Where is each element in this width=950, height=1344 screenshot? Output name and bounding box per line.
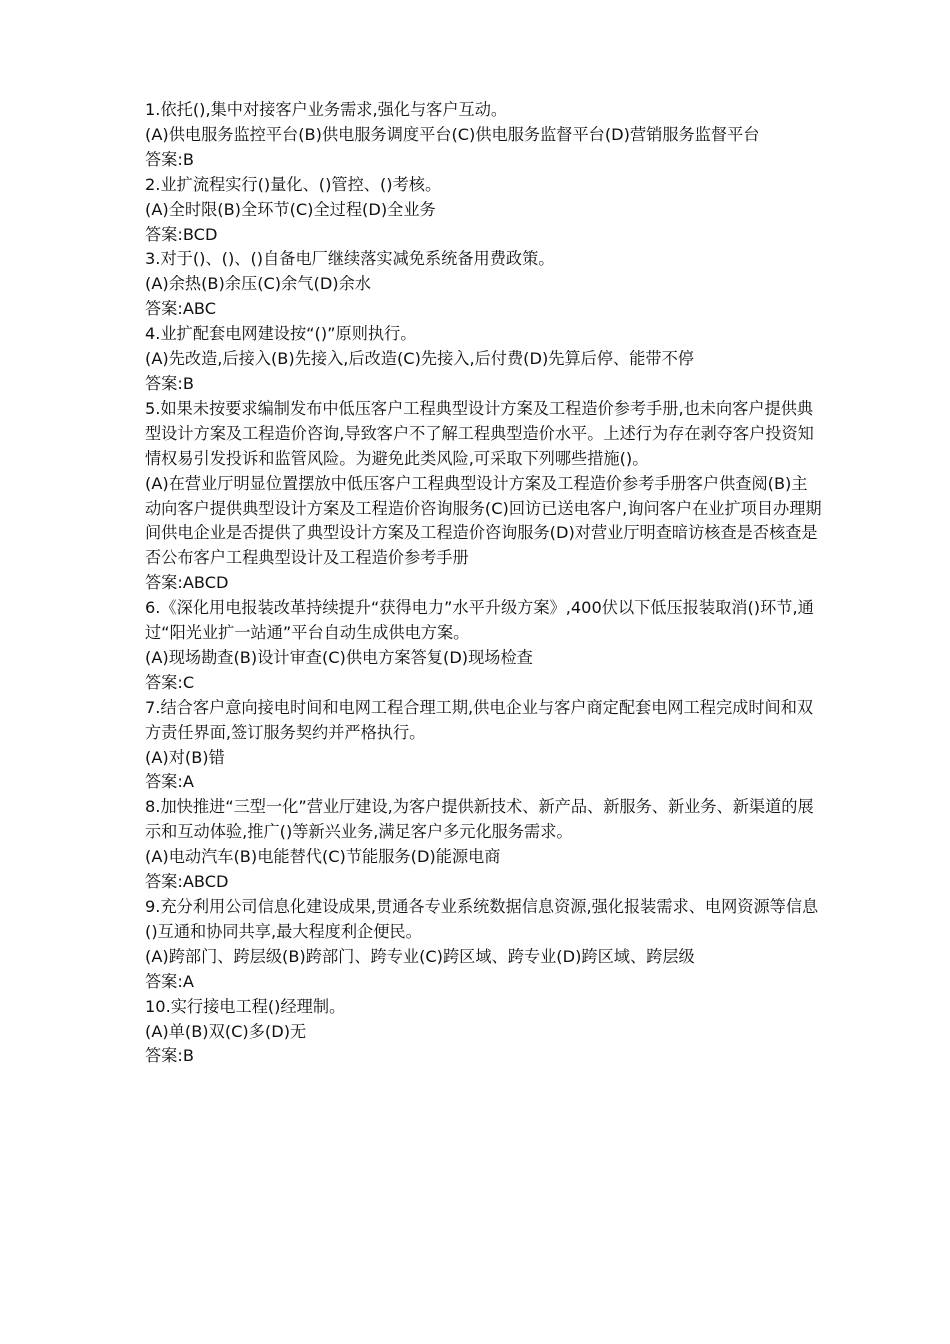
question-block-6: [145, 596, 823, 696]
question-answer: 答案:ABCD: [145, 872, 229, 892]
question-options: (A)先改造,后接入(B)先接入,后改造(C)先接入,后付费(D)先算后停、能带不停: [145, 349, 694, 369]
question-text: 6.《深化用电报装改革持续提升“获得电力”水平升级方案》,400伏以下低压报装取消()环节,通过“阳光业扩一站通”平台自动生成供电方案。: [145, 598, 814, 643]
question-block-8: [145, 795, 823, 895]
document-page: [145, 98, 823, 1069]
question-text: 4.业扩配套电网建设按“()”原则执行。: [145, 324, 417, 344]
question-block-7: [145, 696, 823, 796]
question-block-3: [145, 247, 823, 322]
question-text: 1.依托(),集中对接客户业务需求,强化与客户互动。: [145, 100, 508, 119]
question-answer: 答案:B: [145, 373, 194, 393]
question-block-1: [145, 98, 823, 173]
question-text: 9.充分利用公司信息化建设成果,贯通各专业系统数据信息资源,强化报装需求、电网资源等信息()互通和协同共享,最大程度利企便民。: [145, 897, 819, 941]
question-text: 10.实行接电工程()经理制。: [145, 996, 346, 1016]
question-answer: 答案:A: [145, 971, 194, 991]
question-text: 8.加快推进“三型一化”营业厅建设,为客户提供新技术、新产品、新服务、新业务、新渠道的展示和互动体验,推广()等新兴业务,满足客户多元化服务需求。: [145, 797, 814, 842]
question-options: (A)在营业厅明显位置摆放中低压客户工程典型设计方案及工程造价参考手册客户供查阅(B)主动向客户提供典型设计方案及工程造价咨询服务(C)回访已送电客户,询问客户在业扩项目办理期间供电企业是否提供了典型设计方案及工程造价咨询服务(D)对营业厅明查暗访核查是否核查是否公布客户工程典型设计及工程造价参考手册: [145, 473, 822, 568]
question-answer: 答案:B: [145, 149, 194, 169]
question-block-10: [145, 995, 823, 1070]
question-text: 5.如果未按要求编制发布中低压客户工程典型设计方案及工程造价参考手册,也未向客户提供典型设计方案及工程造价咨询,导致客户不了解工程典型造价水平。上述行为存在剥夺客户投资知情权易引发投诉和监管风险。为避免此类风险,可采取下列哪些措施()。: [145, 398, 814, 468]
question-options: (A)全时限(B)全环节(C)全过程(D)全业务: [145, 199, 436, 219]
question-text: 3.对于()、()、()自备电厂继续落实减免系统备用费政策。: [145, 249, 555, 269]
question-options: (A)电动汽车(B)电能替代(C)节能服务(D)能源电商: [145, 847, 501, 867]
question-options: (A)余热(B)余压(C)余气(D)余水: [145, 274, 371, 294]
question-options: (A)现场勘查(B)设计审查(C)供电方案答复(D)现场检查: [145, 647, 533, 667]
question-answer: 答案:C: [145, 672, 195, 692]
question-block-2: [145, 173, 823, 248]
question-answer: 答案:ABCD: [145, 573, 229, 593]
question-options: (A)供电服务监控平台(B)供电服务调度平台(C)供电服务监督平台(D)营销服务监督平台: [145, 124, 760, 144]
question-block-9: [145, 895, 823, 995]
question-block-4: [145, 322, 823, 397]
question-text: 7.结合客户意向接电时间和电网工程合理工期,供电企业与客户商定配套电网工程完成时间和双方责任界面,签订服务契约并严格执行。: [145, 697, 814, 742]
question-options: (A)对(B)错: [145, 747, 225, 767]
question-options: (A)单(B)双(C)多(D)无: [145, 1021, 307, 1041]
question-block-5: [145, 397, 823, 596]
question-options: (A)跨部门、跨层级(B)跨部门、跨专业(C)跨区域、跨专业(D)跨区域、跨层级: [145, 946, 695, 966]
question-text: 2.业扩流程实行()量化、()管控、()考核。: [145, 174, 442, 194]
question-answer: 答案:ABC: [145, 299, 217, 319]
question-answer: 答案:BCD: [145, 224, 218, 244]
question-answer: 答案:A: [145, 772, 194, 792]
question-answer: 答案:B: [145, 1046, 194, 1066]
